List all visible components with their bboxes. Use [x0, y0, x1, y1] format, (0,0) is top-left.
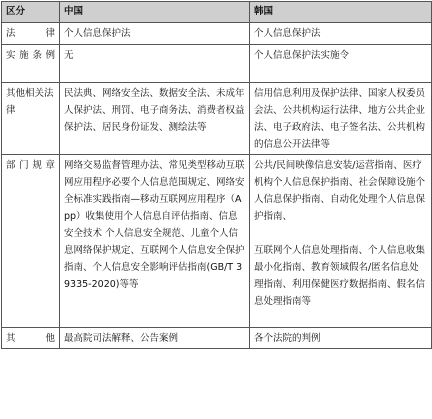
- korea-cell: [250, 45, 432, 83]
- table-row: [2, 155, 432, 328]
- china-cell: [60, 45, 250, 83]
- korea-cell: [250, 83, 432, 155]
- cell-text: 网络交易监督管理办法、常见类型移动互联网应用程序必要个人信息范围规定、网络安全标准实践指南—移动互联网应用程序（App）收集使用个人信息自评估指南、信息安全技术 个人信息安全规范、儿童个人信息网络保护规定、互联网个人信息安全保护指南、个人信息安全影响评估指南(GB/T 39335-2020)等等: [64, 160, 245, 290]
- header-korea: 韩国: [250, 2, 432, 23]
- row-category: 其他相关法律: [2, 83, 60, 155]
- china-cell: [60, 23, 250, 45]
- cell-text: 各个法院的判例: [254, 333, 321, 344]
- china-cell: [60, 328, 250, 349]
- table-row: [2, 328, 432, 349]
- header-china: 中国: [60, 2, 250, 23]
- cell-text: 最高院司法解释、公告案例: [64, 333, 179, 344]
- cell-text: 民法典、网络安全法、数据安全法、未成年人保护法、刑罚、电子商务法、消费者权益保护法、居民身份证发、测绘法等: [64, 88, 245, 133]
- korea-cell: [250, 23, 432, 45]
- china-cell: [60, 155, 250, 328]
- cell-text: 信用信息利用及保护法律、国家人权委员会法、公共机构运行法律、地方公共企业法、电子政府法、电子签名法、公共机构的信息公开法律等: [254, 88, 426, 150]
- header-category: 区分: [2, 2, 60, 23]
- table-row: [2, 23, 432, 45]
- cell-text: 互联网个人信息处理指南、个人信息收集最小化指南、教育领域假名/匿名信息处理指南、利用保健医疗数据指南、假名信息处理指南等: [254, 245, 426, 307]
- comparison-table: [1, 1, 432, 349]
- row-category: 部门规章: [2, 155, 60, 328]
- korea-cell: [250, 155, 432, 328]
- china-cell: [60, 83, 250, 155]
- cell-text: 个人信息保护法: [64, 28, 131, 39]
- row-category: 其他: [2, 328, 60, 349]
- cell-text: 无: [64, 50, 74, 61]
- header-row: [2, 2, 432, 23]
- row-category: 实施条例: [2, 45, 60, 83]
- cell-text: 个人信息保护法实施令: [254, 50, 350, 61]
- cell-text: 公共/民间映像信息安装/运营指南、医疗机构个人信息保护指南、社会保障设施个人信息保护指南、自动化处理个人信息保护指南、: [254, 160, 426, 222]
- korea-cell: [250, 328, 432, 349]
- row-category: 法律: [2, 23, 60, 45]
- table-row: [2, 45, 432, 83]
- cell-text: 个人信息保护法: [254, 28, 321, 39]
- table-row: [2, 83, 432, 155]
